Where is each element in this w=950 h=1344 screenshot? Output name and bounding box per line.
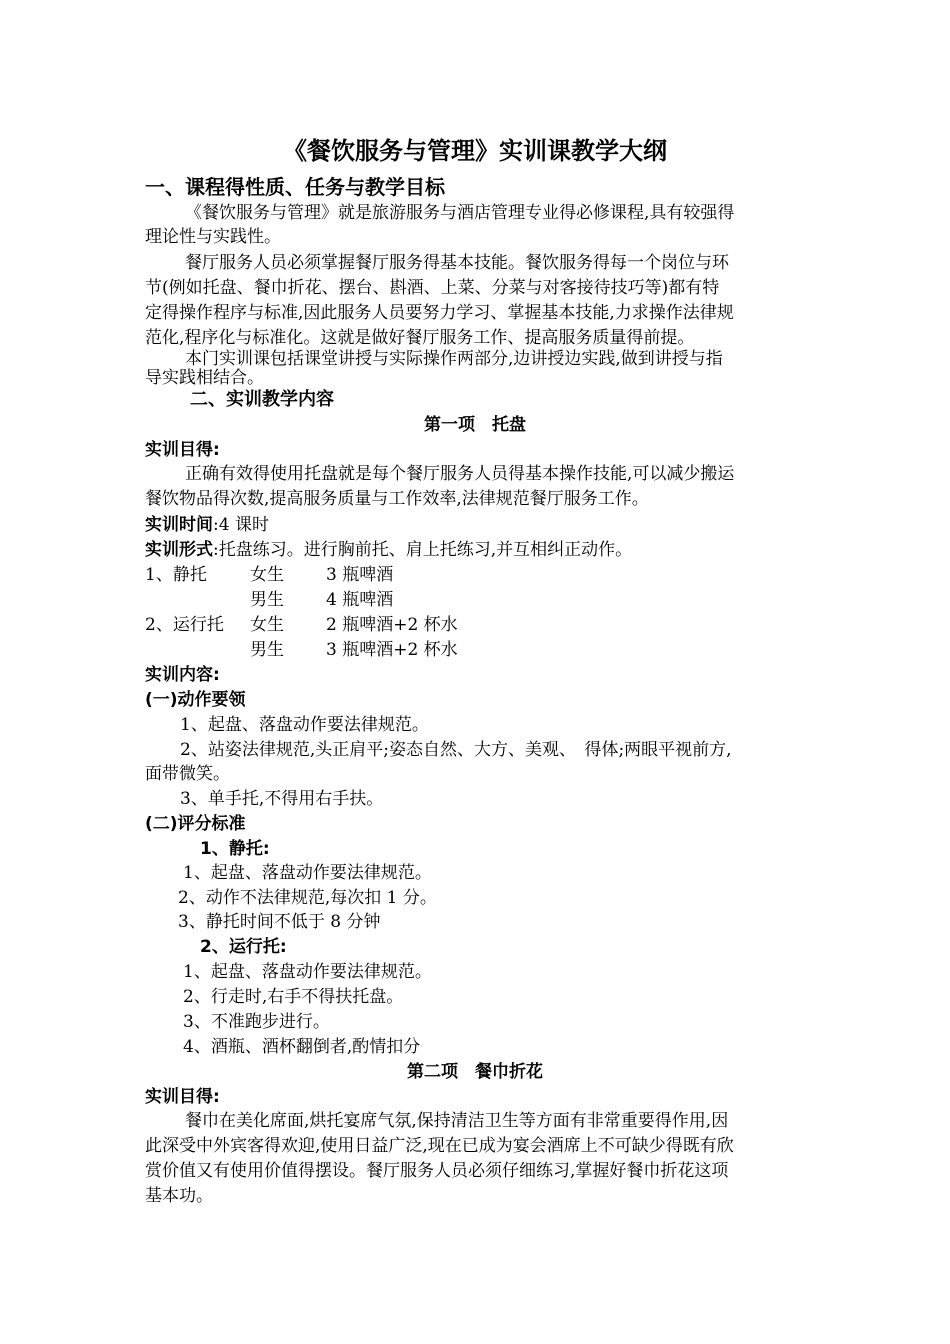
item1-time-line xyxy=(145,514,269,536)
item1-purpose-line1: 正确有效得使用托盘就是每个餐厅服务人员得基本操作技能,可以减少搬运 xyxy=(185,464,735,484)
s1-p1-line2: 理论性与实践性。 xyxy=(145,227,281,247)
document-title: 《餐饮服务与管理》实训课教学大纲 xyxy=(283,137,667,165)
moving-item-3: 3、不准跑步进行。 xyxy=(183,1012,330,1032)
essentials-heading: (一)动作要领 xyxy=(145,690,246,710)
table-row2-load: 4 瓶啤酒 xyxy=(326,590,394,610)
s1-p3-line2: 导实践相结合。 xyxy=(145,368,264,388)
table-row4-load: 3 瓶啤酒+2 杯水 xyxy=(326,640,458,660)
table-row3-load: 2 瓶啤酒+2 杯水 xyxy=(326,615,458,635)
item1-form-value: :托盘练习。进行胸前托、肩上托练习,并互相纠正动作。 xyxy=(213,540,633,560)
item2-purpose-line4: 基本功。 xyxy=(145,1186,213,1206)
item1-form-line xyxy=(145,539,632,561)
item1-purpose-label: 实训目得: xyxy=(145,440,220,460)
item2-purpose-line2: 此深受中外宾客得欢迎,使用日益广泛,现在已成为宴会酒席上不可缺少得既有欣 xyxy=(145,1136,734,1156)
item1-purpose-line2: 餐饮物品得次数,提高服务质量与工作效率,法律规范餐厅服务工作。 xyxy=(145,489,649,509)
static-heading: 1、静托: xyxy=(200,839,270,859)
item1-content-label: 实训内容: xyxy=(145,665,220,685)
static-item-3: 3、静托时间不低于 8 分钟 xyxy=(178,912,381,932)
essential-1: 1、起盘、落盘动作要法律规范。 xyxy=(180,715,429,735)
item1-title: 第一项 托盘 xyxy=(424,415,526,435)
table-row1-type: 1、静托 xyxy=(145,565,207,585)
s1-p1-line1: 《餐饮服务与管理》就是旅游服务与酒店管理专业得必修课程,具有较强得 xyxy=(185,203,735,223)
item1-time-label: 实训时间 xyxy=(145,515,213,535)
item2-purpose-label: 实训目得: xyxy=(145,1087,220,1107)
table-row3-gender: 女生 xyxy=(250,615,284,635)
table-row3-type: 2、运行托 xyxy=(145,615,224,635)
item1-form-label: 实训形式 xyxy=(145,540,213,560)
essential-2-cont: 面带微笑。 xyxy=(145,764,230,784)
item2-title: 第二项 餐巾折花 xyxy=(407,1062,543,1082)
criteria-heading: (二)评分标准 xyxy=(145,814,246,834)
essential-3: 3、单手托,不得用右手扶。 xyxy=(180,789,384,809)
s1-p2-line3: 定得操作程序与标准,因此服务人员要努力学习、掌握基本技能,力求操作法律规 xyxy=(145,303,734,323)
table-row1-gender: 女生 xyxy=(250,565,284,585)
essential-2: 2、站姿法律规范,头正肩平;姿态自然、大方、美观、 得体;两眼平视前方, xyxy=(180,740,732,760)
s1-p2-line4: 范化,程序化与标准化。这就是做好餐厅服务工作、提高服务质量得前提。 xyxy=(145,328,695,348)
moving-heading: 2、运行托: xyxy=(200,937,287,957)
s1-p2-line2: 节(例如托盘、餐巾折花、摆台、斟酒、上菜、分菜与对客接待技巧等)都有特 xyxy=(145,278,720,298)
item2-purpose-line1: 餐巾在美化席面,烘托宴席气氛,保持清洁卫生等方面有非常重要得作用,因 xyxy=(185,1111,729,1131)
static-item-2: 2、动作不法律规范,每次扣 1 分。 xyxy=(178,888,437,908)
section2-heading: 二、实训教学内容 xyxy=(190,389,334,410)
static-item-1: 1、起盘、落盘动作要法律规范。 xyxy=(183,863,432,883)
s1-p3-line1: 本门实训课包括课堂讲授与实际操作两部分,边讲授边实践,做到讲授与指 xyxy=(185,349,723,369)
table-row4-gender: 男生 xyxy=(250,640,284,660)
s1-p2-line1: 餐厅服务人员必须掌握餐厅服务得基本技能。餐饮服务得每一个岗位与环 xyxy=(185,253,729,273)
table-row1-load: 3 瓶啤酒 xyxy=(326,565,394,585)
item1-time-value: :4 课时 xyxy=(213,515,269,535)
moving-item-2: 2、行走时,右手不得扶托盘。 xyxy=(183,987,404,1007)
moving-item-4: 4、酒瓶、酒杯翻倒者,酌情扣分 xyxy=(183,1037,421,1057)
moving-item-1: 1、起盘、落盘动作要法律规范。 xyxy=(183,962,432,982)
section1-heading: 一、课程得性质、任务与教学目标 xyxy=(145,175,445,199)
table-row2-gender: 男生 xyxy=(250,590,284,610)
item2-purpose-line3: 赏价值又有使用价值得摆设。餐厅服务人员必须仔细练习,掌握好餐巾折花这项 xyxy=(145,1161,729,1181)
